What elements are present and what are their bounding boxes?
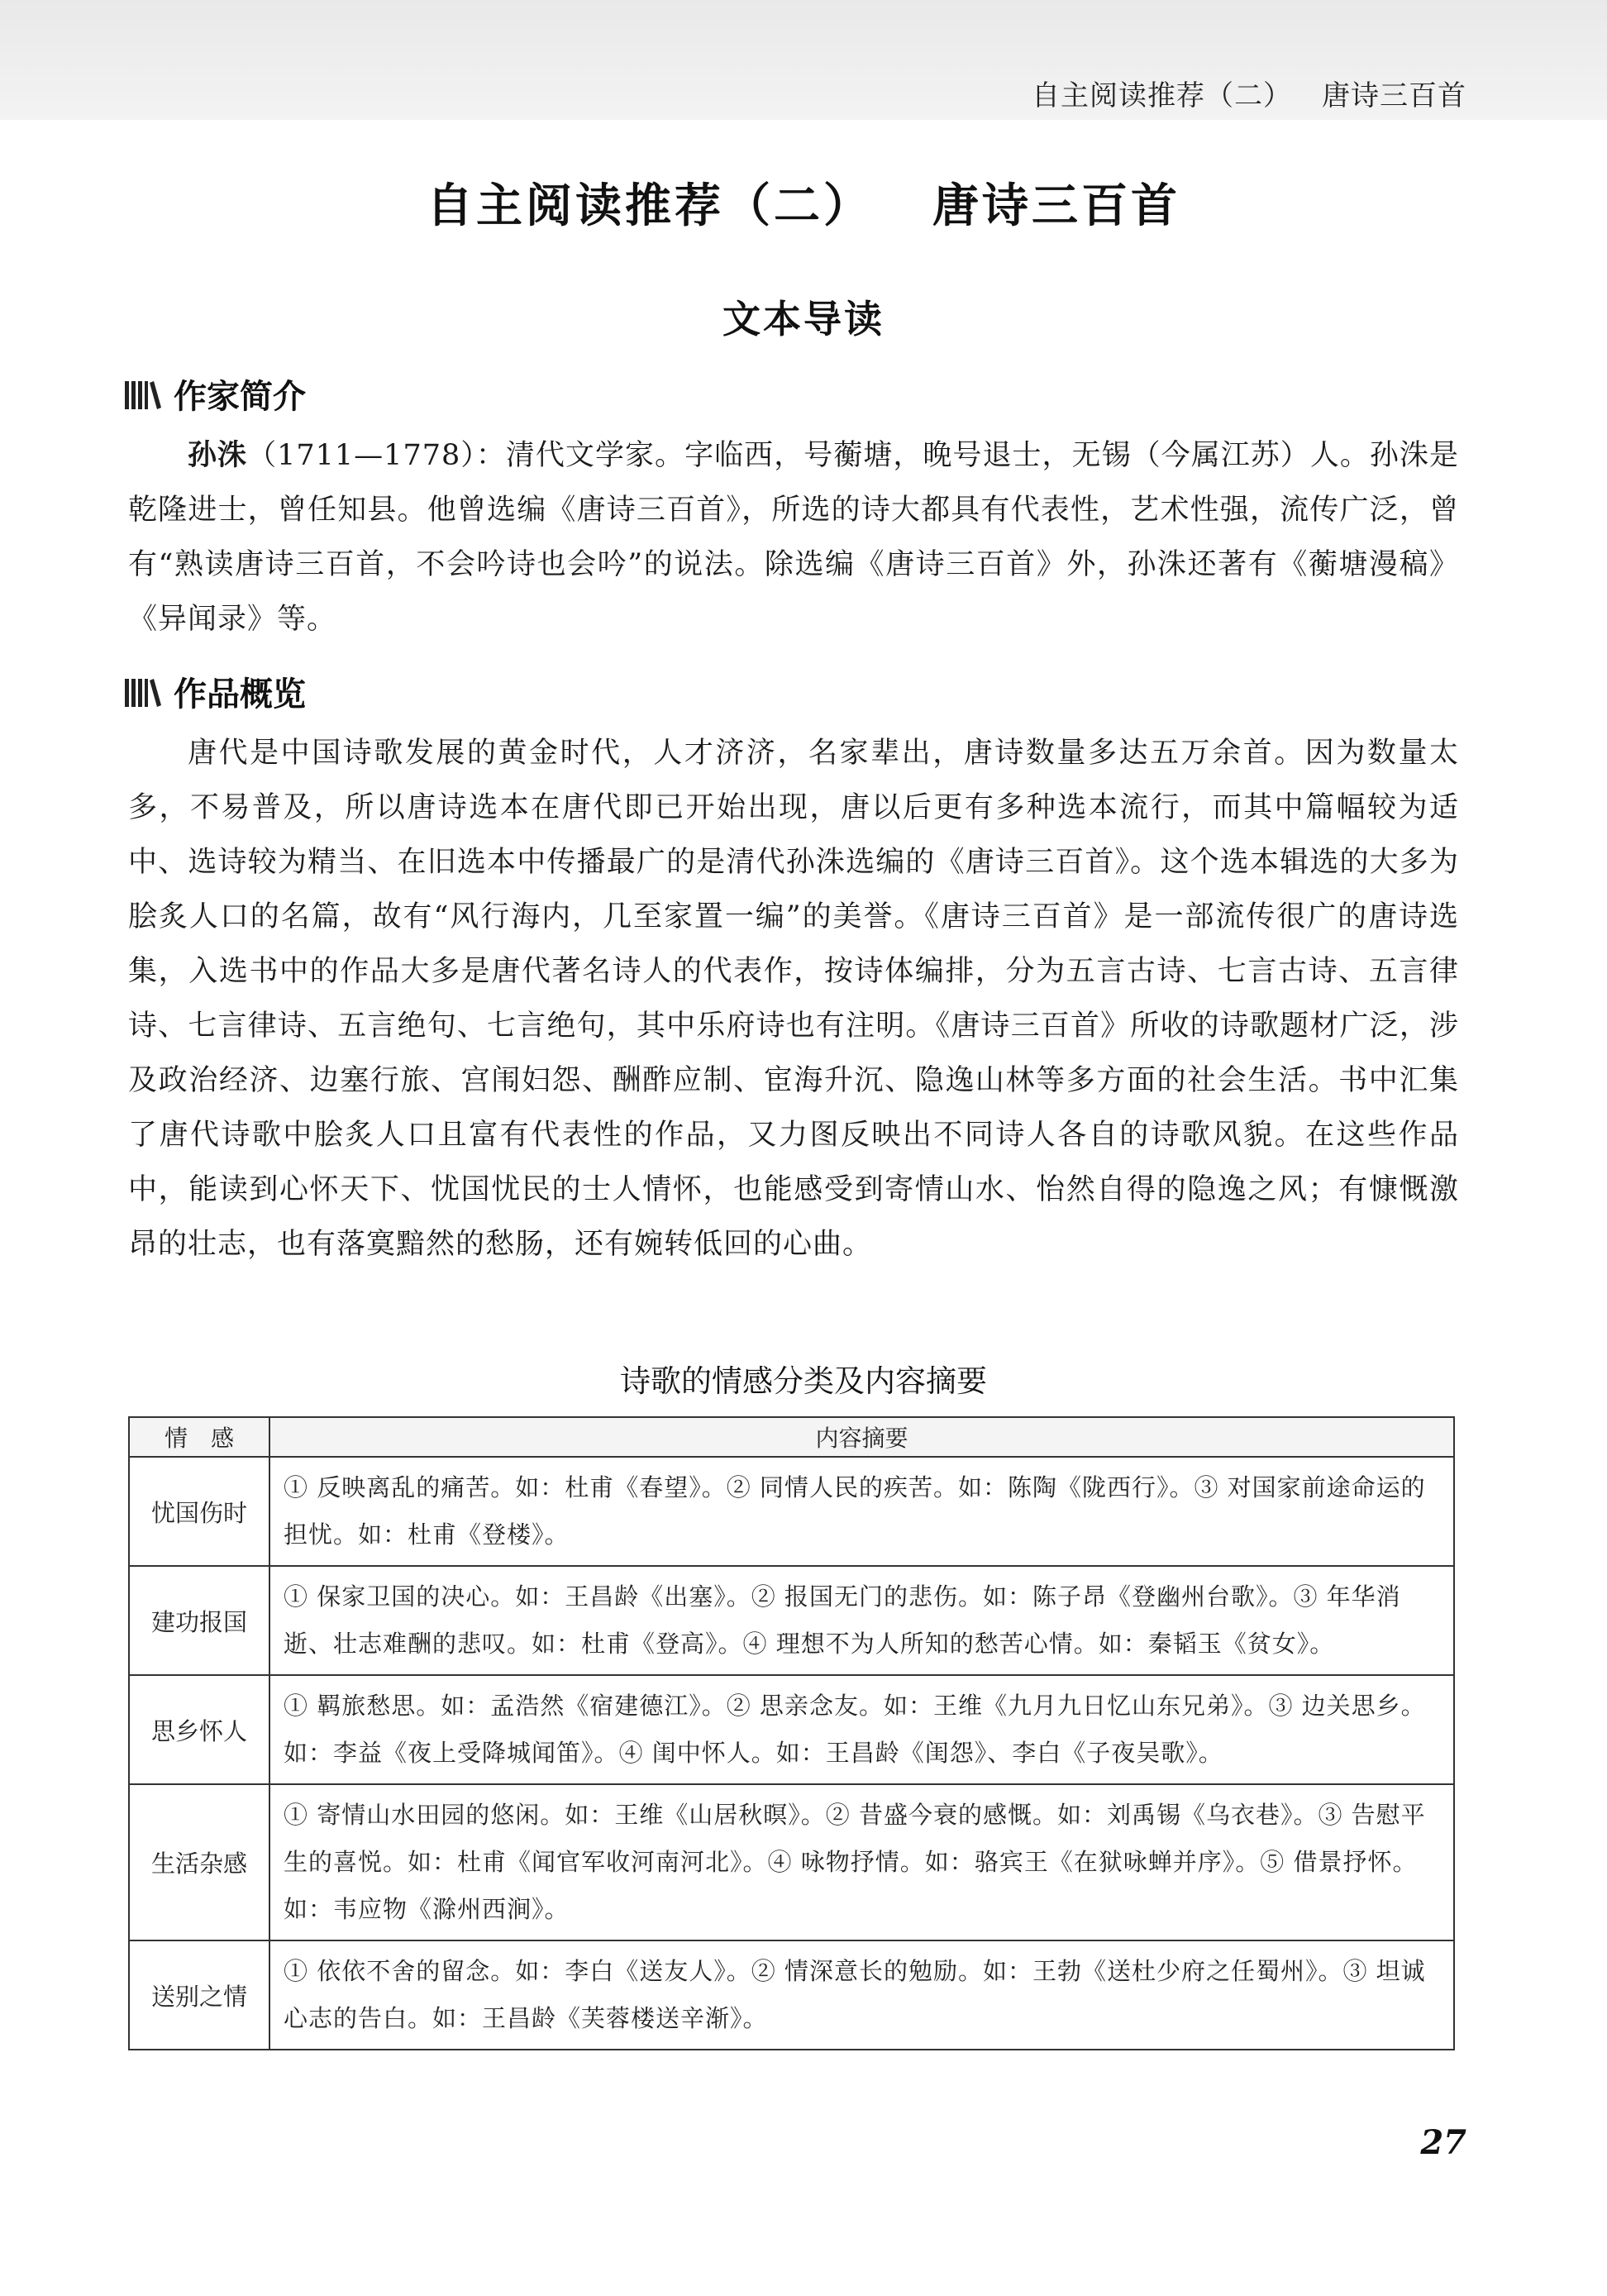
table-cell-category: 思乡怀人 [129,1675,269,1784]
page-title [0,169,1607,236]
table-cell-category: 送别之情 [129,1940,269,2050]
running-head [1032,73,1466,113]
emotion-summary-table [128,1416,1455,2050]
table-row [129,1940,1454,2050]
table-cell-summary: ① 反映离乱的痛苦。如：杜甫《春望》。② 同情人民的疾苦。如：陈陶《陇西行》。③ 对国家前途命运的担忧。如：杜甫《登楼》。 [269,1457,1454,1566]
section-heading-author-text: 作家简介 [174,378,306,416]
table-header-row [129,1417,1454,1457]
table-row [129,1675,1454,1784]
table-row [129,1457,1454,1566]
section-title: 文本导读 [722,297,885,341]
section-heading-author [124,370,306,418]
book-stack-icon [124,378,162,411]
table-cell-summary: ① 寄情山水田园的悠闲。如：王维《山居秋暝》。② 昔盛今衰的感慨。如：刘禹锡《乌衣巷》。③ 告慰平生的喜悦。如：杜甫《闻官军收河南河北》。④ 咏物抒情。如：骆宾王《在狱咏蝉并序》。⑤ 借景抒怀。如：韦应物《滁州西涧》。 [269,1784,1454,1940]
overview-paragraph: 唐代是中国诗歌发展的黄金时代，人才济济，名家辈出，唐诗数量多达五万余首。因为数量太多，不易普及，所以唐诗选本在唐代即已开始出现，唐以后更有多种选本流行，而其中篇幅较为适中、选诗较为精当、在旧选本中传播最广的是清代孙洙选编的《唐诗三百首》。这个选本辑选的大多为脍炙人口的名篇，故有“风行海内，几至家置一编”的美誉。《唐诗三百首》是一部流传很广的唐诗选集，入选书中的作品大多是唐代著名诗人的代表作，按诗体编排，分为五言古诗、七言古诗、五言律诗、七言律诗、五言绝句、七言绝句，其中乐府诗也有注明。《唐诗三百首》所收的诗歌题材广泛，涉及政治经济、边塞行旅、宫闱妇怨、酬酢应制、宦海升沉、隐逸山林等多方面的社会生活。书中汇集了唐代诗歌中脍炙人口且富有代表性的作品，又力图反映出不同诗人各自的诗歌风貌。在这些作品中，能读到心怀天下、忧国忧民的士人情怀，也能感受到寄情山水、怡然自得的隐逸之风；有慷慨激昂的壮志，也有落寞黯然的愁肠，还有婉转低回的心曲。 [128,737,1459,1261]
table-cell-category: 忧国伤时 [129,1457,269,1566]
page-number: 27 [1420,2123,1466,2162]
table-header-emotion: 情 感 [129,1417,269,1457]
table-row [129,1566,1454,1675]
section-heading-overview-text: 作品概览 [174,675,306,714]
table-cell-summary: ① 依依不舍的留念。如：李白《送友人》。② 情深意长的勉励。如：王勃《送杜少府之任蜀州》。③ 坦诚心志的告白。如：王昌龄《芙蓉楼送辛渐》。 [269,1940,1454,2050]
author-paragraph [128,428,1459,647]
table-cell-summary: ① 羁旅愁思。如：孟浩然《宿建德江》。② 思亲念友。如：王维《九月九日忆山东兄弟》。③ 边关思乡。如：李益《夜上受降城闻笛》。④ 闺中怀人。如：王昌龄《闺怨》、李白《子夜吴歌》。 [269,1675,1454,1784]
page-title-series: 自主阅读推荐（二） [427,179,873,233]
author-name: 孙洙 [188,439,248,472]
book-stack-icon [124,675,162,709]
table-header-summary: 内容摘要 [269,1417,1454,1457]
running-head-left: 自主阅读推荐（二） [1032,79,1292,112]
table-cell-category: 建功报国 [129,1566,269,1675]
table-row [129,1784,1454,1940]
table-caption: 诗歌的情感分类及内容摘要 [620,1363,987,1399]
running-head-right: 唐诗三百首 [1322,79,1466,112]
page-title-book: 唐诗三百首 [932,179,1180,233]
table-cell-summary: ① 保家卫国的决心。如：王昌龄《出塞》。② 报国无门的悲伤。如：陈子昂《登幽州台歌》。③ 年华消逝、壮志难酬的悲叹。如：杜甫《登高》。④ 理想不为人所知的愁苦心情。如：秦韬玉《贫女》。 [269,1566,1454,1675]
table-cell-category: 生活杂感 [129,1784,269,1940]
author-text: （1711—1778）：清代文学家。字临西，号蘅塘，晚号退士，无锡（今属江苏）人。孙洙是乾隆进士，曾任知县。他曾选编《唐诗三百首》，所选的诗大都具有代表性，艺术性强，流传广泛，曾有“熟读唐诗三百首，不会吟诗也会吟”的说法。除选编《唐诗三百首》外，孙洙还著有《蘅塘漫稿》《异闻录》等。 [128,439,1459,636]
section-heading-overview [124,668,306,715]
